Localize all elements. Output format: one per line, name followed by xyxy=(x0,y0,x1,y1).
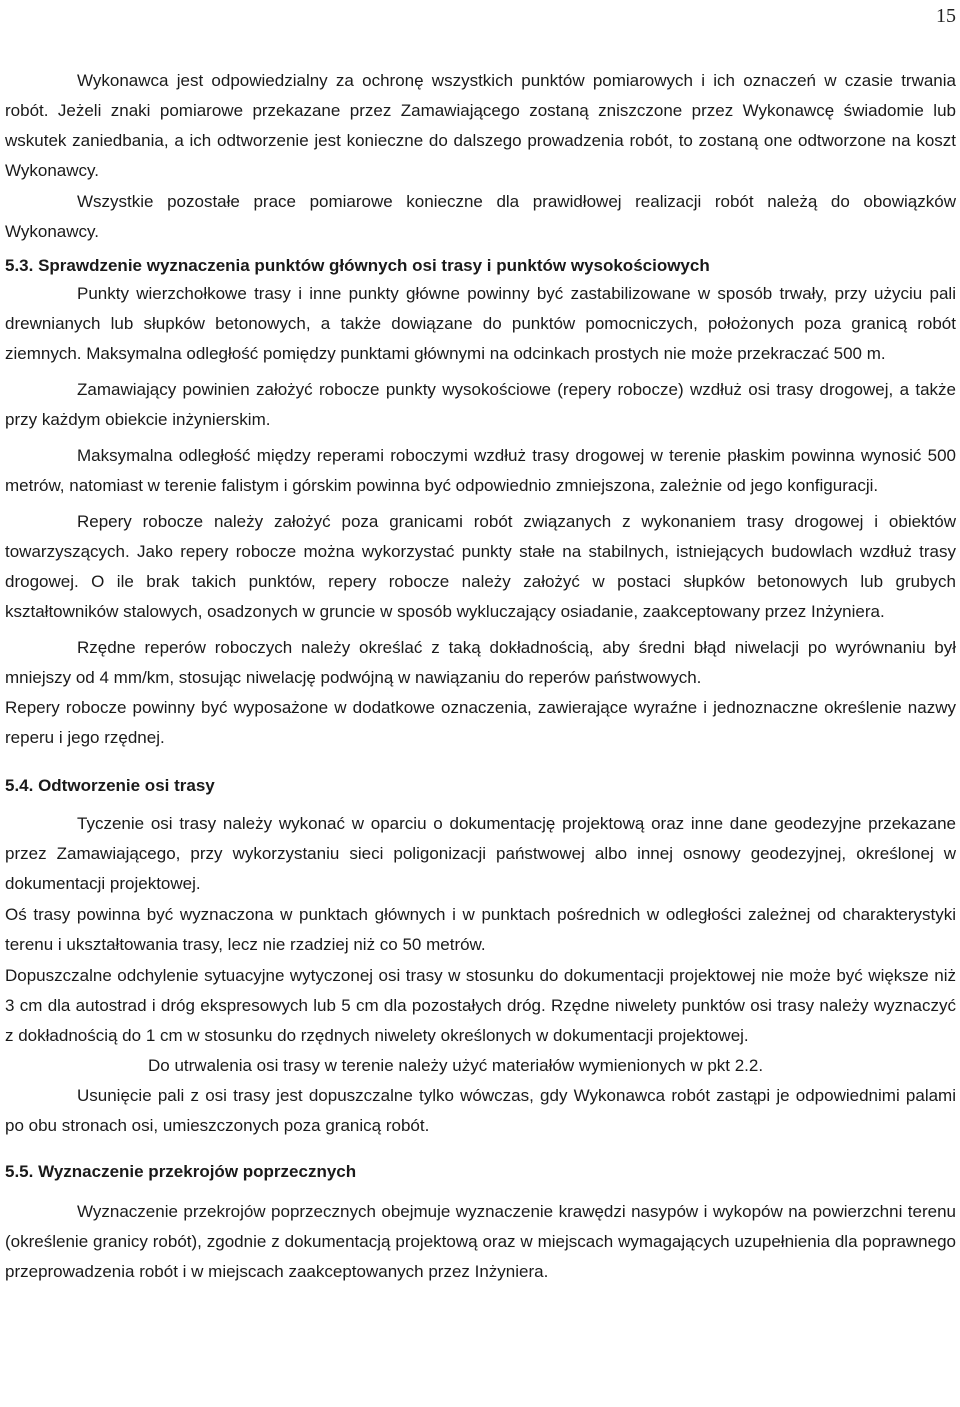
paragraph-5-3-5: Rzędne reperów roboczych należy określać z taką dokładnością, aby średni błąd niwelacji po wyrównaniu był mniejszy od 4 mm/km, stosując niwelację podwójną w nawiązaniu do reperów państwowych. xyxy=(5,638,956,687)
paragraph-5-4-1: Tyczenie osi trasy należy wykonać w oparciu o dokumentację projektową oraz inne dane geodezyjne przekazane przez Zamawiającego, przy wykorzystaniu sieci poligonizacji państwowej albo innej osnowy geodezyjnej, określonej w dokumentacji projektowej. xyxy=(5,814,956,893)
paragraph-5-3-4: Repery robocze należy założyć poza granicami robót związanych z wykonaniem trasy drogowej i obiektów towarzyszących. Jako repery robocze można wykorzystać punkty stałe na stabilnych, istniejących budowlach wzdłuż trasy drogowej. O ile brak takich punktów, repery robocze należy założyć w postaci słupków betonowych lub grubych kształtowników stalowych, osadzonych w gruncie w sposób wykluczający osiadanie, zaakceptowany przez Inżyniera. xyxy=(5,512,956,621)
paragraph-5-4-5: Usunięcie pali z osi trasy jest dopuszczalne tylko wówczas, gdy Wykonawca robót zastąpi je odpowiednimi palami po obu stronach osi, umieszczonych poza granicą robót. xyxy=(5,1086,956,1135)
paragraph-5-3-6: Repery robocze powinny być wyposażone w dodatkowe oznaczenia, zawierające wyraźne i jednoznaczne określenie nazwy reperu i jego rzędnej. xyxy=(5,698,956,747)
paragraph-intro-1: Wykonawca jest odpowiedzialny za ochronę wszystkich punktów pomiarowych i ich oznaczeń w czasie trwania robót. Jeżeli znaki pomiarowe przekazane przez Zamawiającego zostaną zniszczone przez Wykonawcę świadomie lub wskutek zaniedbania, a ich odtworzenie jest konieczne do dalszego prowadzenia robót, to zostaną one odtworzone na koszt Wykonawcy. xyxy=(5,71,956,180)
paragraph-intro-2: Wszystkie pozostałe prace pomiarowe konieczne dla prawidłowej realizacji robót należą do obowiązków Wykonawcy. xyxy=(5,192,956,241)
paragraph-5-4-3: Dopuszczalne odchylenie sytuacyjne wytyczonej osi trasy w stosunku do dokumentacji projektowej nie może być większe niż 3 cm dla autostrad i dróg ekspresowych lub 5 cm dla pozostałych dróg. Rzędne niwelety punktów osi trasy należy wyznaczyć z dokładnością do 1 cm w stosunku do rzędnych niwelety określonych w dokumentacji projektowej. xyxy=(5,966,956,1045)
section-5-5-title: 5.5. Wyznaczenie przekrojów poprzecznych xyxy=(5,1162,357,1181)
paragraph-5-3-2: Zamawiający powinien założyć robocze punkty wysokościowe (repery robocze) wzdłuż osi trasy drogowej, a także przy każdym obiekcie inżynierskim. xyxy=(5,380,956,429)
page-number: 15 xyxy=(936,5,956,27)
document-body xyxy=(5,66,956,1287)
paragraph-5-3-3: Maksymalna odległość między reperami roboczymi wzdłuż trasy drogowej w terenie płaskim powinna wynosić 500 metrów, natomiast w terenie falistym i górskim powinna być odpowiednio zmniejszona, zależnie od jego konfiguracji. xyxy=(5,446,956,495)
paragraph-5-5-1: Wyznaczenie przekrojów poprzecznych obejmuje wyznaczenie krawędzi nasypów i wykopów na powierzchni terenu (określenie granicy robót), zgodnie z dokumentacją projektową oraz w miejscach wymagających uzupełnienia dla poprawnego przeprowadzenia robót i w miejscach zaakceptowanych przez Inżyniera. xyxy=(5,1202,956,1281)
paragraph-5-3-1: Punkty wierzchołkowe trasy i inne punkty główne powinny być zastabilizowane w sposób trwały, przy użyciu pali drewnianych lub słupków betonowych, a także dowiązane do punktów pomocniczych, położonych poza granicą robót ziemnych. Maksymalna odległość pomiędzy punktami głównymi na odcinkach prostych nie może przekraczać 500 m. xyxy=(5,284,956,363)
section-5-4-title: 5.4. Odtworzenie osi trasy xyxy=(5,776,215,795)
paragraph-5-4-4: Do utrwalenia osi trasy w terenie należy użyć materiałów wymienionych w pkt 2.2. xyxy=(148,1056,764,1075)
section-5-3-block xyxy=(5,252,956,279)
paragraph-5-4-2: Oś trasy powinna być wyznaczona w punktach głównych i w punktach pośrednich w odległości zależnej od charakterystyki terenu i ukształtowania trasy, lecz nie rzadziej niż co 50 metrów. xyxy=(5,905,956,954)
section-5-3-title: 5.3. Sprawdzenie wyznaczenia punktów głównych osi trasy i punktów wysokościowych xyxy=(5,256,710,275)
